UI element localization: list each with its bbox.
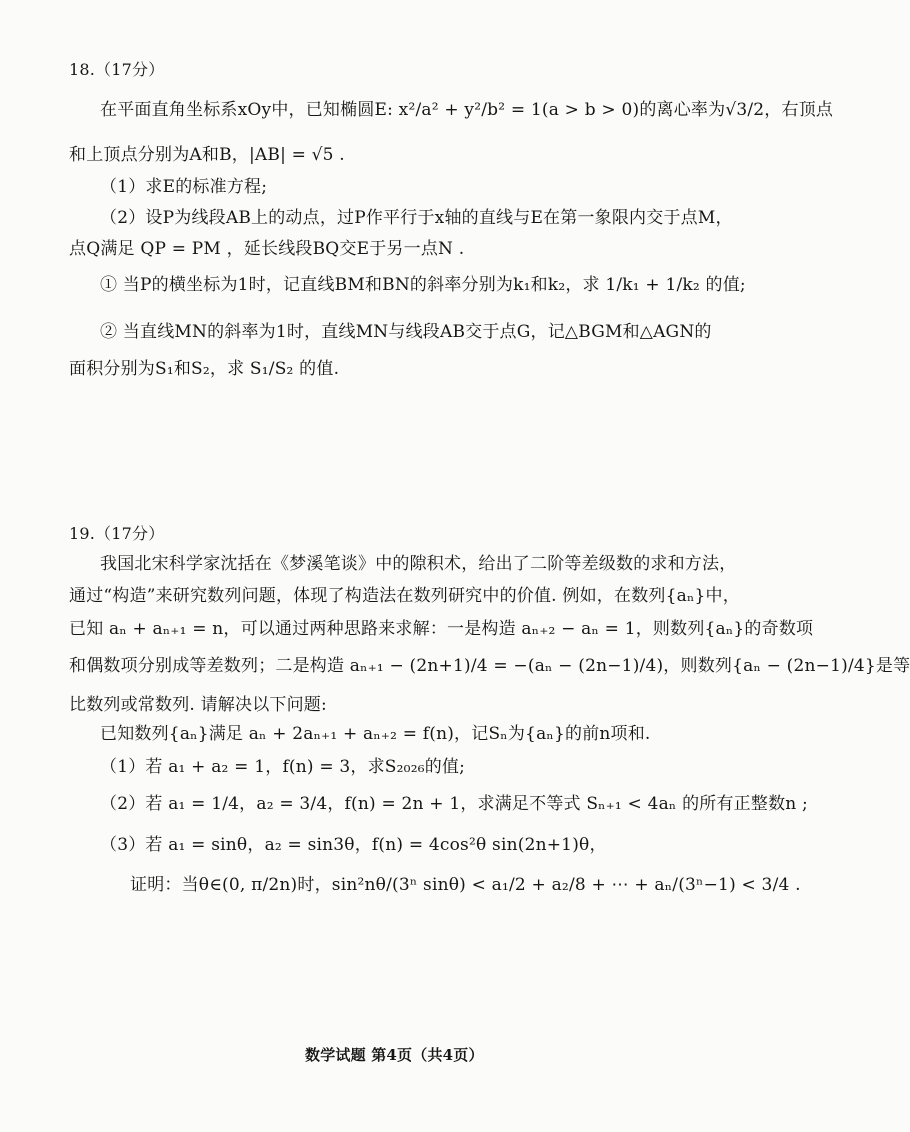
q19-stem-line-2: 通过“构造”来研究数列问题，体现了构造法在数列研究中的价值. 例如，在数列{aₙ}中， <box>69 586 740 606</box>
q18-part-2-sub-2-cont: 面积分别为S₁和S₂，求 S₁/S₂ 的值. <box>69 359 340 379</box>
q19-stem-line-1: 我国北宋科学家沈括在《梦溪笔谈》中的隙积术，给出了二阶等差级数的求和方法， <box>100 554 737 574</box>
q19-part-3: （3）若 a₁ = sinθ，a₂ = sin3θ，f(n) = 4cos²θ sin(2n+1)θ， <box>100 835 607 855</box>
q18-stem-line-2: 和上顶点分别为A和B，|AB| = √5 . <box>69 145 345 165</box>
q18-part-1: （1）求E的标准方程; <box>100 177 268 197</box>
q19-stem-line-3: 已知 aₙ + aₙ₊₁ = n，可以通过两种思路来求解：一是构造 aₙ₊₂ − aₙ = 1，则数列{aₙ}的奇数项 <box>69 619 814 639</box>
q19-part-1: （1）若 a₁ + a₂ = 1，f(n) = 3，求S₂₀₂₆的值; <box>100 757 466 777</box>
q19-part-2: （2）若 a₁ = 1/4，a₂ = 3/4，f(n) = 2n + 1，求满足不等式 Sₙ₊₁ < 4aₙ 的所有正整数n ; <box>100 794 808 814</box>
q18-stem-line-1: 在平面直角坐标系xOy中，已知椭圆E: x²/a² + y²/b² = 1(a > b > 0)的离心率为√3/2，右顶点 <box>100 100 834 120</box>
page-footer: 数学试题 第4页（共4页） <box>305 1046 484 1064</box>
q19-given: 已知数列{aₙ}满足 aₙ + 2aₙ₊₁ + aₙ₊₂ = f(n)，记Sₙ为{aₙ}的前n项和. <box>100 724 651 744</box>
q18-part-2-sub-1: ① 当P的横坐标为1时，记直线BM和BN的斜率分别为k₁和k₂，求 1/k₁ + 1/k₂ 的值; <box>100 275 746 295</box>
q19-stem-line-4: 和偶数项分别成等差数列；二是构造 aₙ₊₁ − (2n+1)/4 = −(aₙ − (2n−1)/4)，则数列{aₙ − (2n−1)/4}是等 <box>69 656 910 676</box>
q18-part-2-cont: 点Q满足 QP = PM ，延长线段BQ交E于另一点N . <box>69 239 465 259</box>
q18-part-2: （2）设P为线段AB上的动点，过P作平行于x轴的直线与E在第一象限内交于点M， <box>100 208 733 228</box>
q18-header: 18.（17分） <box>69 60 165 79</box>
q18-part-2-sub-2: ② 当直线MN的斜率为1时，直线MN与线段AB交于点G，记△BGM和△AGN的 <box>100 322 712 342</box>
q19-header: 19.（17分） <box>69 524 165 543</box>
q19-part-3-proof: 证明：当θ∈(0, π/2n)时，sin²nθ/(3ⁿ sinθ) < a₁/2 + a₂/8 + ⋯ + aₙ/(3ⁿ−1) < 3/4 . <box>130 875 801 895</box>
q19-stem-line-5: 比数列或常数列. 请解决以下问题: <box>69 695 327 715</box>
